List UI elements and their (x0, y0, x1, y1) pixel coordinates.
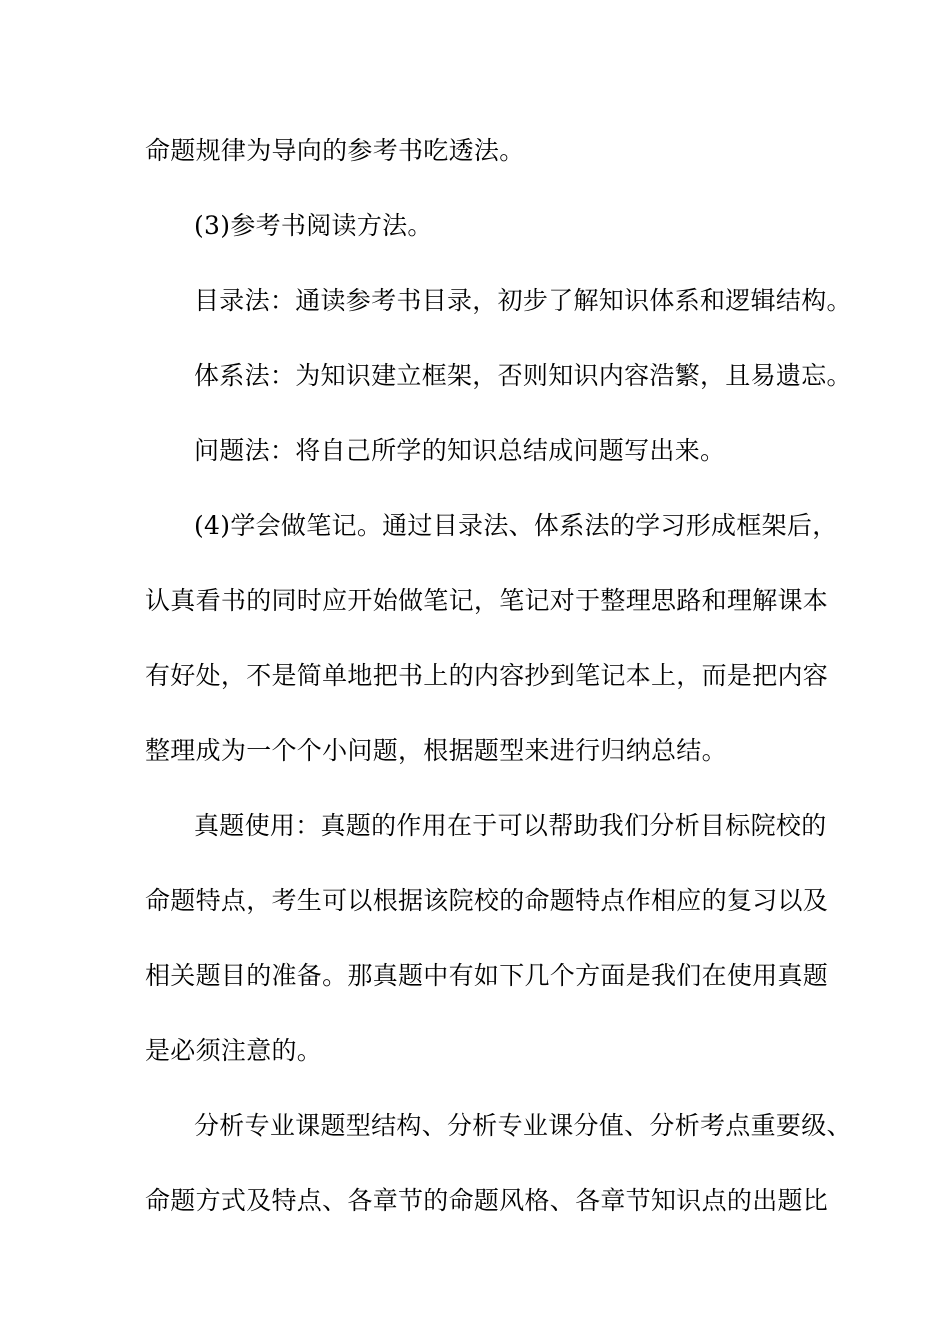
text-line: 问题法：将自己所学的知识总结成问题写出来。 (194, 436, 726, 465)
text-line: 体系法：为知识建立框架，否则知识内容浩繁，且易遗忘。 (194, 361, 852, 390)
text-line: 命题方式及特点、各章节的命题风格、各章节知识点的出题比 (145, 1186, 829, 1215)
text-line: (3)参考书阅读方法。 (194, 211, 433, 240)
text-line: 相关题目的准备。那真题中有如下几个方面是我们在使用真题 (145, 961, 829, 990)
text-line: 目录法：通读参考书目录，初步了解知识体系和逻辑结构。 (194, 286, 852, 315)
text-line: 分析专业课题型结构、分析专业课分值、分析考点重要级、 (194, 1111, 852, 1140)
text-line: 是必须注意的。 (145, 1036, 323, 1065)
text-line: (4)学会做笔记。通过目录法、体系法的学习形成框架后， (194, 511, 838, 540)
text-line: 命题规律为导向的参考书吃透法。 (145, 136, 525, 165)
text-line: 有好处，不是简单地把书上的内容抄到笔记本上，而是把内容 (145, 661, 829, 690)
text-line: 命题特点，考生可以根据该院校的命题特点作相应的复习以及 (145, 886, 829, 915)
text-line: 真题使用：真题的作用在于可以帮助我们分析目标院校的 (194, 811, 827, 840)
text-line: 认真看书的同时应开始做笔记，笔记对于整理思路和理解课本 (145, 586, 829, 615)
text-line: 整理成为一个个小问题，根据题型来进行归纳总结。 (145, 736, 727, 765)
